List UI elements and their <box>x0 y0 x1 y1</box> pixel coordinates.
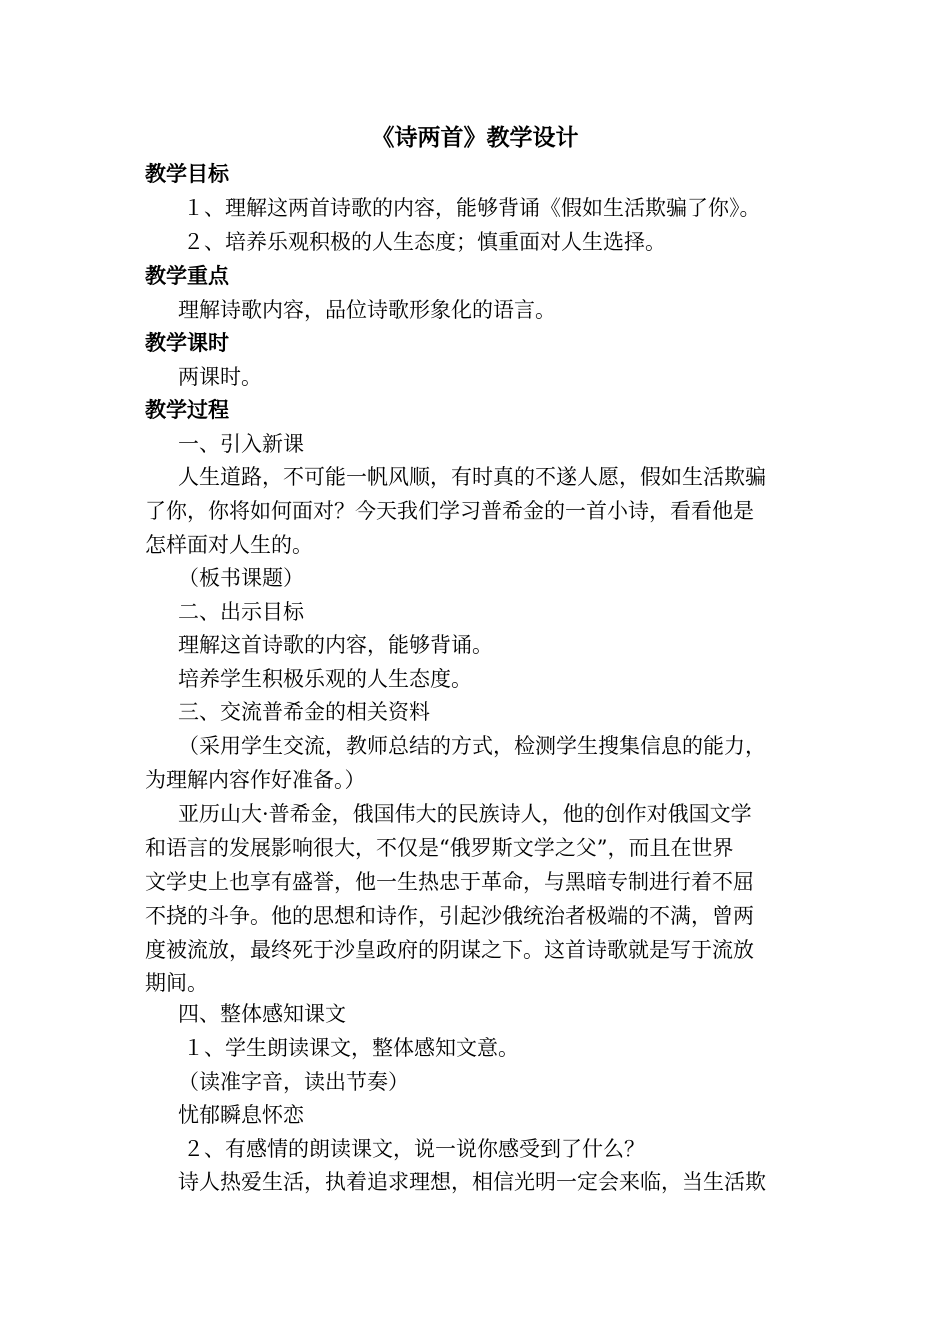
section-3-paragraph-line: 度被流放，最终死于沙皇政府的阴谋之下。这首诗歌就是写于流放 <box>145 938 754 962</box>
section-2-line: 理解这首诗歌的内容，能够背诵。 <box>178 633 493 657</box>
heading-process: 教学过程 <box>145 397 229 422</box>
section-4-note: （读准字音，读出节奏） <box>178 1070 409 1094</box>
section-4-words: 忧郁瞬息怀恋 <box>178 1103 304 1127</box>
section-2-line: 培养学生积极乐观的人生态度。 <box>178 667 472 691</box>
section-3-note-line: （采用学生交流，教师总结的方式，检测学生搜集信息的能力， <box>178 734 766 758</box>
section-3-title: 三、交流普希金的相关资料 <box>178 700 430 724</box>
section-1-paragraph-line: 人生道路，不可能一帆风顺，有时真的不遂人愿，假如生活欺骗 <box>178 465 766 489</box>
section-3-paragraph-line: 亚历山大·普希金，俄国伟大的民族诗人，他的创作对俄国文学 <box>178 802 752 826</box>
section-3-paragraph-line: 期间。 <box>145 971 208 995</box>
periods-text: 两课时。 <box>178 365 262 389</box>
section-3-paragraph-line: 不挠的斗争。他的思想和诗作，引起沙俄统治者极端的不满，曾两 <box>145 904 754 928</box>
key-points-text: 理解诗歌内容，品位诗歌形象化的语言。 <box>178 298 556 322</box>
goal-item-1: １、理解这两首诗歌的内容，能够背诵《假如生活欺骗了你》。 <box>183 196 761 220</box>
section-1-title: 一、引入新课 <box>178 432 304 456</box>
section-1-paragraph-line: 了你，你将如何面对？今天我们学习普希金的一首小诗，看看他是 <box>145 499 754 523</box>
heading-goals: 教学目标 <box>145 161 229 186</box>
section-4-item-2: ２、有感情的朗读课文，说一说你感受到了什么？ <box>183 1137 645 1161</box>
section-1-note: （板书课题） <box>178 566 304 590</box>
section-1-paragraph-line: 怎样面对人生的。 <box>145 533 313 557</box>
section-2-title: 二、出示目标 <box>178 600 304 624</box>
document-title: 《诗两首》教学设计 <box>371 124 579 151</box>
heading-periods: 教学课时 <box>145 330 229 355</box>
section-4-item-1: １、学生朗读课文，整体感知文意。 <box>183 1036 519 1060</box>
goal-item-2: ２、培养乐观积极的人生态度；慎重面对人生选择。 <box>183 230 666 254</box>
section-3-note-line: 为理解内容作好准备。） <box>145 768 366 792</box>
section-4-title: 四、整体感知课文 <box>178 1002 346 1026</box>
section-3-paragraph-line: 和语言的发展影响很大，不仅是“俄罗斯文学之父”，而且在世界 <box>145 836 734 860</box>
heading-key-points: 教学重点 <box>145 263 229 288</box>
section-3-paragraph-line: 文学史上也享有盛誉，他一生热忠于革命，与黑暗专制进行着不屈 <box>145 870 754 894</box>
section-4-paragraph-line: 诗人热爱生活，执着追求理想，相信光明一定会来临，当生活欺 <box>178 1170 766 1194</box>
